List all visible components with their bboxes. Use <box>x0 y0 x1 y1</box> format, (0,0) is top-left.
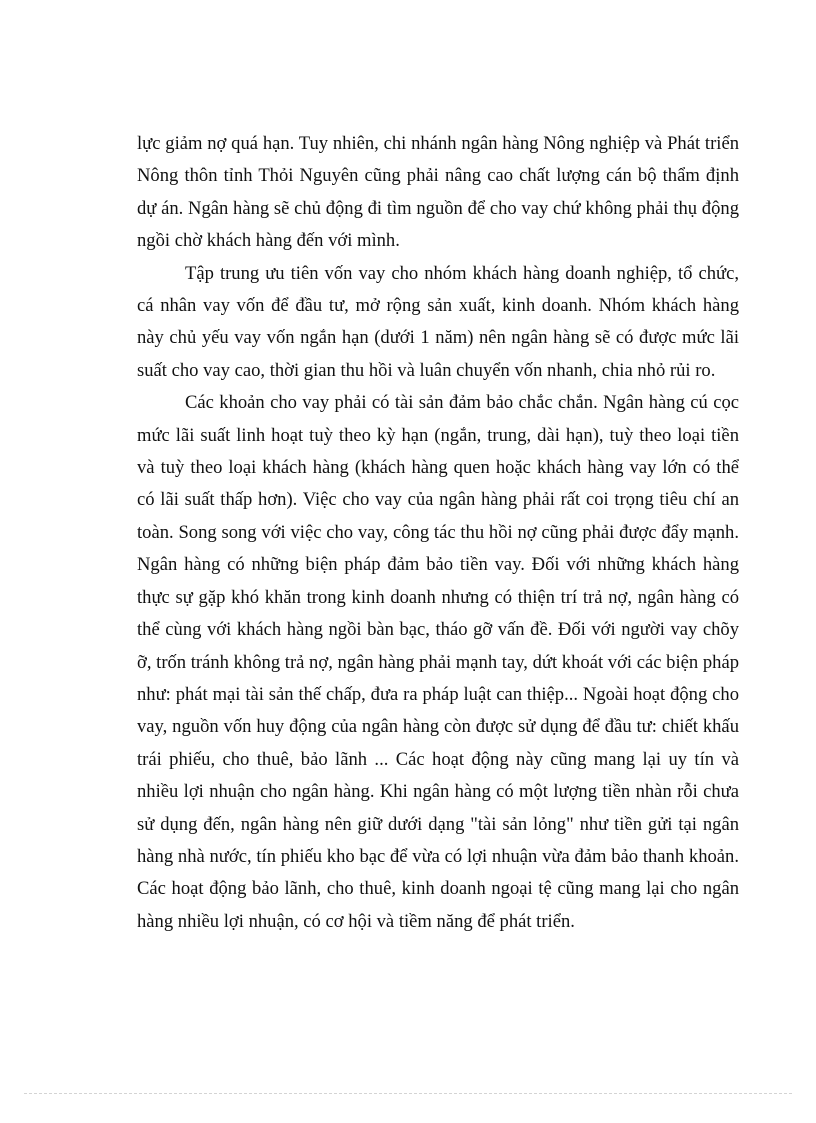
paragraph-3: Các khoản cho vay phải có tài sản đảm bảo chắc chắn. Ngân hàng cú cọc mức lãi suất linh hoạt tuỳ theo kỳ hạn (ngắn, trung, dài hạn), tuỳ theo loại tiền và tuỳ theo loại khách hàng (khách hàng quen hoặc khách hàng vay lớn có thể có lãi suất thấp hơn). Việc cho vay của ngân hàng phải rất coi trọng tiêu chí an toàn. Song song với việc cho vay, công tác thu hồi nợ cũng phải được đẩy mạnh. Ngân hàng có những biện pháp đảm bảo tiền vay. Đối với những khách hàng thực sự gặp khó khăn trong kinh doanh nhưng có thiện trí trả nợ, ngân hàng có thể cùng với khách hàng ngồi bàn bạc, tháo gỡ vấn đề. Đối với người vay chõy ỡ, trốn tránh không trả nợ, ngân hàng phải mạnh tay, dứt khoát với các biện pháp như: phát mại tài sản thế chấp, đưa ra pháp luật can thiệp... Ngoài hoạt động cho vay, nguồn vốn huy động của ngân hàng còn được sử dụng để đầu tư: chiết khấu trái phiếu, cho thuê, bảo lãnh ... Các hoạt động này cũng mang lại uy tín và nhiều lợi nhuận cho ngân hàng. Khi ngân hàng có một lượng tiền nhàn rỗi chưa sử dụng đến, ngân hàng nên giữ dưới dạng "tài sản lỏng" như tiền gửi tại ngân hàng nhà nước, tín phiếu kho bạc để vừa có lợi nhuận vừa đảm bảo thanh khoản. Các hoạt động bảo lãnh, cho thuê, kinh doanh ngoại tệ cũng mang lại cho ngân hàng nhiều lợi nhuận, có cơ hội và tiềm năng để phát triển. <box>137 392 739 932</box>
body-text <box>137 128 739 938</box>
paragraph-1: lực giảm nợ quá hạn. Tuy nhiên, chi nhánh ngân hàng Nông nghiệp và Phát triển Nông thôn tỉnh Thỏi Nguyên cũng phải nâng cao chất lượng cán bộ thẩm định dự án. Ngân hàng sẽ chủ động đi tìm nguồn để cho vay chứ không phải thụ động ngồi chờ khách hàng đến với mình. <box>137 133 739 252</box>
paragraph-2: Tập trung ưu tiên vốn vay cho nhóm khách hàng doanh nghiệp, tổ chức, cá nhân vay vốn để đầu tư, mở rộng sản xuất, kinh doanh. Nhóm khách hàng này chủ yếu vay vốn ngắn hạn (dưới 1 năm) nên ngân hàng sẽ có được mức lãi suất cho vay cao, thời gian thu hồi và luân chuyển vốn nhanh, chia nhỏ rủi ro. <box>137 262 739 381</box>
page-bottom-divider <box>24 1093 792 1094</box>
